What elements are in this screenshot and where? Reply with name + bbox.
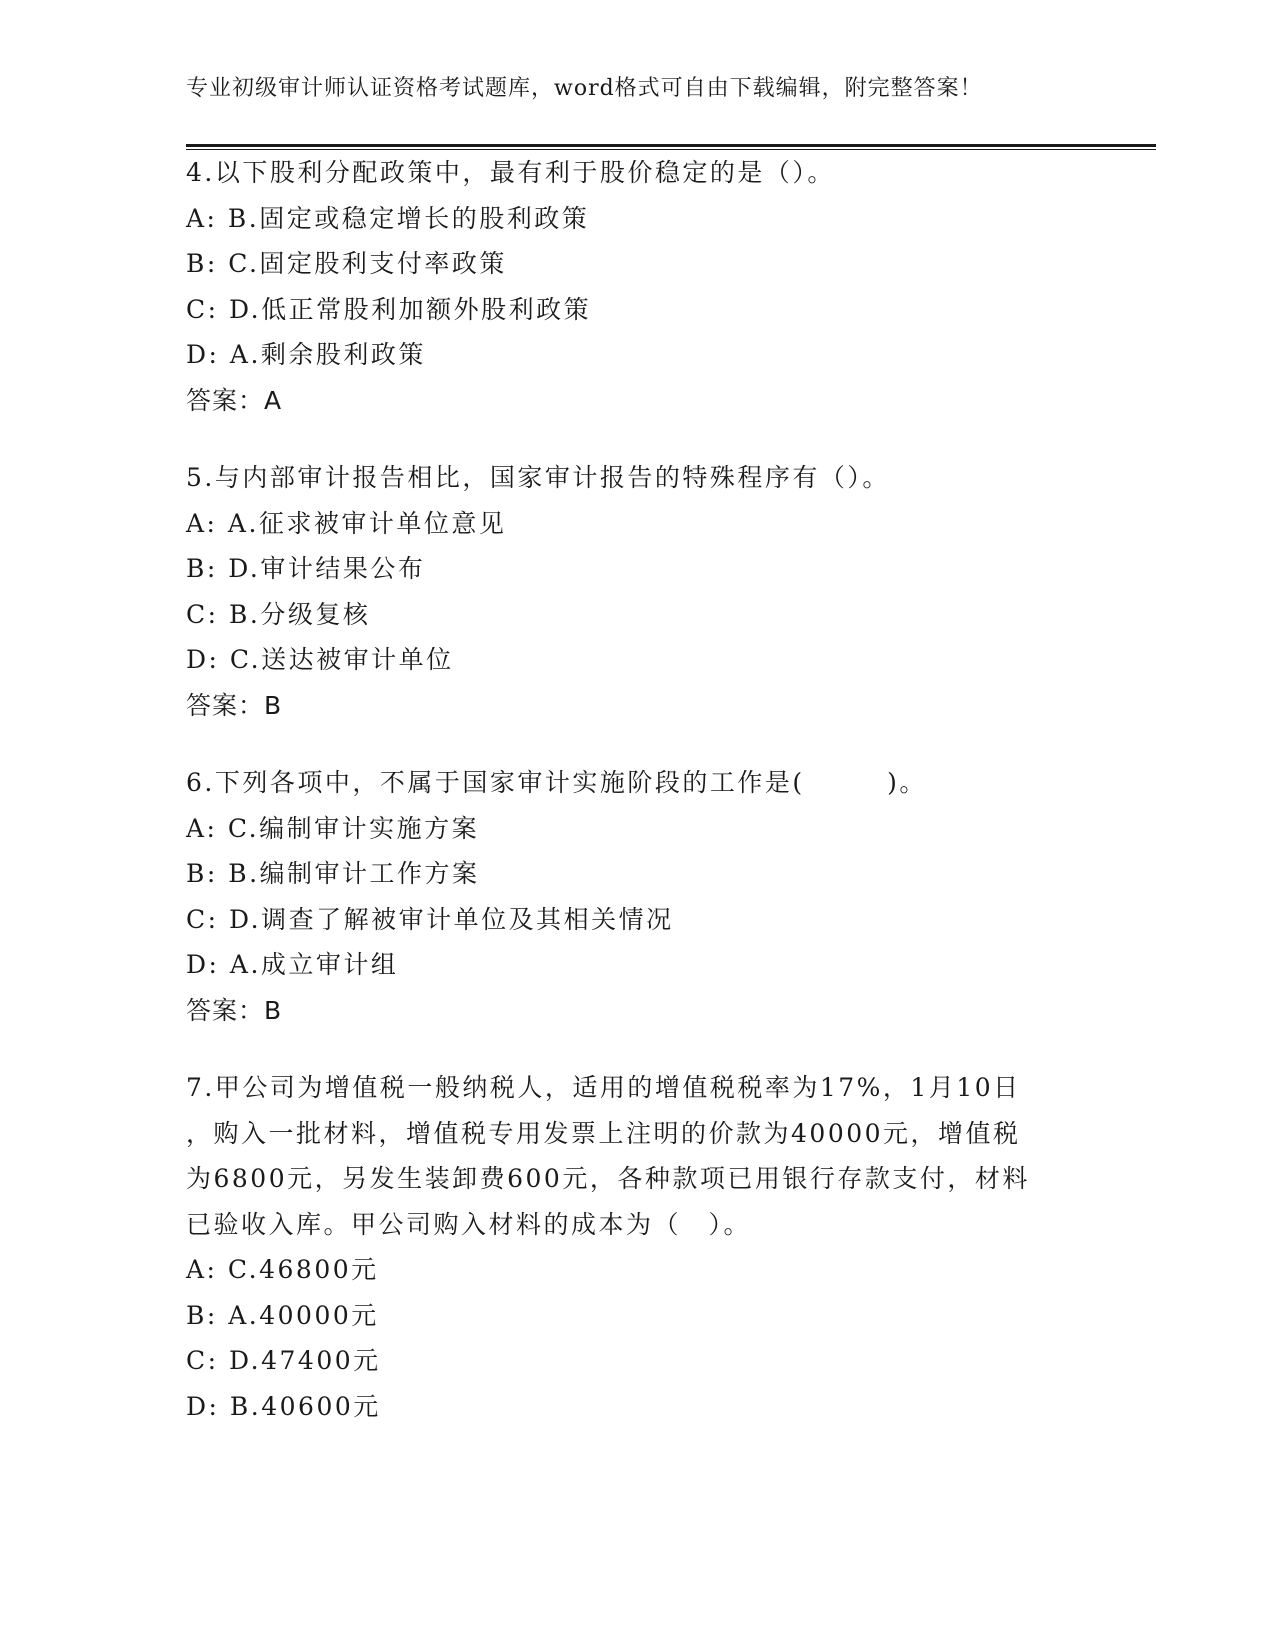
question-4 (186, 150, 1086, 423)
option-c: C: B.分级复核 (186, 599, 371, 629)
option-c: C: D.调查了解被审计单位及其相关情况 (186, 904, 674, 934)
page-header: 专业初级审计师认证资格考试题库，word格式可自由下载编辑，附完整答案！ (186, 76, 983, 101)
option-d: D: A.剩余股利政策 (186, 340, 426, 369)
option-a: A: A.征求被审计单位意见 (186, 508, 507, 538)
question-stem-line: 为6800元，另发生装卸费600元，各种款项已用银行存款支付，材料 (186, 1164, 1030, 1193)
option-a: A: C.46800元 (186, 1255, 379, 1284)
option-b: B: A.40000元 (186, 1300, 379, 1330)
question-stem: 5.与内部审计报告相比，国家审计报告的特殊程序有（）。 (186, 463, 890, 492)
option-d: D: A.成立审计组 (186, 950, 399, 979)
answer: 答案：A (186, 385, 283, 415)
header-divider (186, 144, 1156, 147)
option-a: A: C.编制审计实施方案 (186, 813, 480, 843)
option-a: A: B.固定或稳定增长的股利政策 (186, 203, 590, 233)
question-stem-line: 7.甲公司为增值税一般纳税人，适用的增值税税率为17%，1月10日 (186, 1073, 1021, 1102)
answer: 答案：B (186, 690, 283, 720)
question-stem: 4.以下股利分配政策中，最有利于股价稳定的是（）。 (186, 158, 835, 187)
question-stem-line: ，购入一批材料，增值税专用发票上注明的价款为40000元，增值税 (186, 1118, 1021, 1148)
option-c: C: D.低正常股利加额外股利政策 (186, 294, 592, 324)
option-b: B: D.审计结果公布 (186, 554, 426, 583)
question-7 (186, 1065, 1086, 1429)
question-6 (186, 760, 1086, 1033)
question-5 (186, 455, 1086, 728)
answer: 答案：B (186, 995, 283, 1025)
option-d: D: B.40600元 (186, 1391, 381, 1421)
option-b: B: C.固定股利支付率政策 (186, 249, 507, 278)
option-c: C: D.47400元 (186, 1346, 381, 1375)
question-stem-line: 已验收入库。甲公司购入材料的成本为（ ）。 (186, 1209, 752, 1239)
option-d: D: C.送达被审计单位 (186, 645, 454, 674)
question-stem: 6.下列各项中，不属于国家审计实施阶段的工作是( )。 (186, 768, 927, 797)
option-b: B: B.编制审计工作方案 (186, 859, 480, 888)
